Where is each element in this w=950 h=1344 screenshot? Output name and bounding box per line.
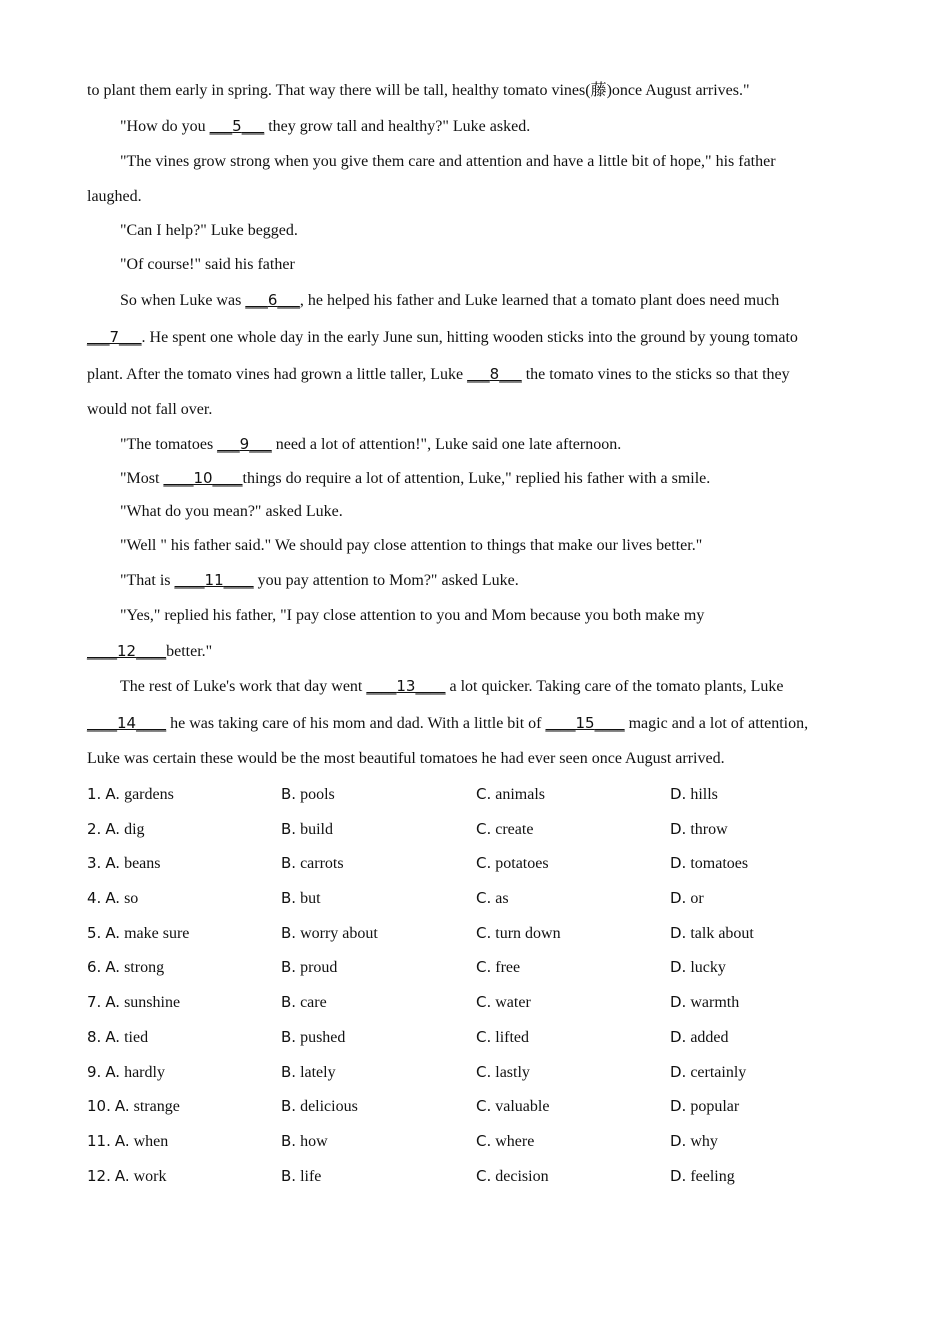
option-text: hardly [124,1063,165,1081]
passage-text: plant. After the tomato vines had grown a little taller, Luke [87,366,468,383]
passage-text: laughed. [87,188,142,205]
option-text: so [124,890,139,908]
question-row [87,1167,887,1202]
blank-underline: ___ [467,365,490,383]
option-letter: D. [670,993,687,1012]
option-a [87,854,161,873]
question-row [87,820,887,855]
option-text: certainly [690,1063,747,1081]
passage-line [87,597,857,634]
option-c [476,924,561,943]
passage-text: better." [166,643,213,660]
option-b [281,1028,345,1047]
option-letter: D. [670,889,687,908]
option-a [87,1167,167,1186]
option-letter: B. [281,1131,297,1150]
blank-15 [546,714,625,732]
question-row [87,993,887,1028]
option-letter: C. [476,1131,492,1150]
passage-text: "Well " his father said." We should pay close attention to things that make our lives better." [120,537,703,554]
option-a [87,820,145,839]
passage-line [87,319,857,356]
option-b [281,1132,328,1151]
option-text: free [495,959,521,977]
option-a [87,924,189,943]
passage-line [87,109,857,143]
option-text: decision [495,1167,549,1185]
option-a [87,1097,180,1116]
question-number: 8. [87,1027,102,1046]
blank-10 [163,469,242,487]
option-d [670,820,728,839]
blank-number: 6 [267,291,278,309]
passage-line [87,427,857,461]
option-text: but [300,890,321,908]
passage-text: "Most [120,470,164,487]
option-text: when [133,1132,169,1150]
option-text: where [495,1132,535,1150]
passage-text: "What do you mean?" asked Luke. [120,503,343,520]
option-c [476,854,549,873]
passage-text: need a lot of attention!", Luke said one late afternoon. [271,436,622,453]
option-text: or [690,890,704,908]
option-letter: B. [281,958,297,977]
option-c [476,1063,530,1082]
passage-line [87,495,857,529]
blank-number: 8 [489,365,500,383]
option-letter: A. [105,993,121,1012]
question-row [87,1097,887,1132]
blank-number: 14 [117,714,137,732]
question-number: 4. [87,889,102,908]
blank-11 [175,571,254,589]
passage-text: "Of course!" said his father [120,256,295,273]
option-letter: D. [670,785,687,803]
passage-line [87,72,857,109]
blank-underline: ___ [217,435,240,453]
blank-number: 7 [109,328,120,346]
passage-line [87,180,857,214]
option-text: lifted [495,1028,530,1046]
question-number: 11. [87,1131,111,1150]
option-letter: B. [281,1166,297,1185]
option-letter: A. [105,819,121,838]
option-letter: C. [476,923,492,942]
option-letter: D. [670,1062,687,1081]
option-c [476,1028,529,1047]
option-c [476,1097,549,1116]
passage-text: things do require a lot of attention, Luke," replied his father with a smile. [242,470,711,487]
blank-underline: ____ [136,714,167,732]
option-b [281,1063,336,1082]
option-a [87,785,174,804]
passage-line [87,282,857,319]
option-text: hills [690,786,718,803]
option-a [87,993,180,1012]
option-letter: A. [114,1166,130,1185]
passage-text: "Can I help?" Luke begged. [120,222,298,239]
option-c [476,1132,534,1151]
option-a [87,958,164,977]
option-text: how [300,1132,328,1150]
blank-underline: ____ [415,677,446,695]
option-text: carrots [300,855,344,873]
option-text: valuable [495,1098,550,1116]
question-number: 1. [87,785,102,803]
option-c [476,820,533,839]
option-letter: B. [281,854,297,873]
option-text: sunshine [124,994,181,1012]
option-text: proud [300,959,338,977]
blank-12 [87,642,166,660]
blank-underline: ___ [499,365,522,383]
question-number: 5. [87,923,102,942]
blank-14 [87,714,166,732]
passage-text: would not fall over. [87,401,213,418]
option-text: care [300,994,327,1012]
option-letter: A. [105,1062,121,1081]
passage-text: "That is [120,572,175,589]
option-text: throw [690,820,728,838]
option-letter: B. [281,1097,297,1116]
option-text: potatoes [495,855,549,873]
option-text: added [690,1028,729,1046]
passage-line [87,705,857,742]
option-text: lucky [690,959,726,977]
option-letter: A. [114,1097,130,1116]
option-text: tomatoes [690,855,749,873]
blank-underline: ____ [223,571,254,589]
question-row [87,785,887,820]
blank-6 [245,291,300,309]
blank-number: 13 [396,677,416,695]
blank-number: 5 [232,117,242,135]
option-d [670,1132,718,1151]
option-letter: A. [105,785,121,803]
option-b [281,958,337,977]
blank-number: 9 [239,435,250,453]
option-letter: C. [476,854,492,873]
option-a [87,1063,165,1082]
question-row [87,1132,887,1167]
option-a [87,1028,148,1047]
passage-line [87,742,857,776]
reading-passage [87,72,857,776]
blank-underline: ____ [174,571,205,589]
passage-text: to plant them early in spring. That way there will be tall, healthy tomato vines(藤)once August arrives." [87,82,750,99]
passage-text: The rest of Luke's work that day went [120,678,367,695]
option-letter: C. [476,889,492,908]
option-a [87,889,138,908]
blank-underline: ___ [277,291,300,309]
option-c [476,993,531,1012]
option-d [670,1063,746,1082]
passage-text: Luke was certain these would be the most beautiful tomatoes he had ever seen once August arrived. [87,750,725,767]
passage-line [87,143,857,180]
passage-line [87,461,857,495]
blank-5 [210,117,265,135]
blank-underline: ___ [209,117,233,135]
question-number: 6. [87,958,102,977]
option-d [670,958,726,977]
option-letter: A. [105,854,121,873]
blank-underline: ____ [212,469,243,487]
option-letter: B. [281,1062,297,1081]
option-text: create [495,820,534,838]
option-text: water [495,994,531,1012]
option-letter: C. [476,785,492,803]
blank-underline: ____ [545,714,576,732]
passage-text: . He spent one whole day in the early June sun, hitting wooden sticks into the ground by young tomato [141,329,798,346]
passage-text: magic and a lot of attention, [624,715,809,732]
option-text: why [690,1132,718,1150]
question-row [87,958,887,993]
question-number: 12. [87,1166,111,1185]
option-c [476,889,509,908]
question-number: 9. [87,1062,102,1081]
option-letter: B. [281,923,297,942]
option-c [476,785,545,804]
passage-line [87,248,857,282]
option-letter: D. [670,958,687,977]
blank-underline: ___ [241,117,265,135]
option-text: work [133,1167,167,1185]
passage-line [87,563,857,597]
blank-number: 10 [193,469,213,487]
option-letter: B. [281,1027,297,1046]
option-d [670,854,748,873]
question-row [87,1028,887,1063]
passage-line [87,214,857,248]
blank-9 [217,435,272,453]
option-text: talk about [690,924,754,942]
option-text: make sure [124,924,190,942]
option-d [670,993,739,1012]
option-text: popular [690,1098,740,1116]
option-text: life [300,1167,322,1185]
option-letter: B. [281,993,297,1012]
option-letter: C. [476,958,492,977]
passage-text: the tomato vines to the sticks so that they [521,366,790,383]
passage-line [87,634,857,668]
blank-13 [366,677,445,695]
option-text: lately [300,1063,336,1081]
option-letter: D. [670,854,687,873]
passage-line [87,356,857,393]
passage-text: So when Luke was [120,292,246,309]
blank-underline: ___ [249,435,272,453]
passage-text: "The vines grow strong when you give them care and attention and have a little bit of hope," his father [120,153,776,170]
option-b [281,889,321,908]
option-letter: D. [670,1097,687,1116]
passage-text: he was taking care of his mom and dad. With a little bit of [166,715,546,732]
option-letter: B. [281,819,297,838]
option-b [281,1097,358,1116]
option-text: animals [495,786,546,803]
blank-underline: ____ [87,642,117,660]
question-row [87,1063,887,1098]
option-letter: A. [105,889,121,908]
blank-8 [467,365,522,383]
option-text: turn down [495,924,561,942]
option-text: beans [124,855,161,873]
option-letter: B. [281,785,297,803]
option-letter: D. [670,1166,687,1185]
blank-underline: ____ [87,714,117,732]
option-letter: C. [476,1166,492,1185]
option-letter: C. [476,819,492,838]
option-b [281,854,344,873]
blank-underline: ___ [119,328,142,346]
option-b [281,993,327,1012]
passage-text: , he helped his father and Luke learned that a tomato plant does need much [299,292,780,309]
option-b [281,785,335,804]
blank-underline: ___ [245,291,268,309]
option-text: build [300,820,333,838]
option-text: pools [300,786,335,803]
passage-line [87,393,857,427]
option-text: delicious [300,1098,358,1116]
option-letter: A. [105,923,121,942]
option-letter: D. [670,923,687,942]
question-number: 10. [87,1097,111,1116]
option-text: tied [124,1028,149,1046]
blank-underline: ____ [594,714,625,732]
option-c [476,958,520,977]
option-letter: C. [476,993,492,1012]
option-d [670,889,704,908]
question-number: 7. [87,993,102,1012]
passage-line [87,668,857,705]
option-d [670,785,718,804]
option-text: as [495,890,509,908]
option-letter: A. [105,958,121,977]
option-text: strong [124,959,165,977]
option-letter: D. [670,819,687,838]
option-letter: A. [114,1131,130,1150]
option-d [670,1097,739,1116]
blank-number: 15 [575,714,595,732]
option-letter: C. [476,1027,492,1046]
question-number: 3. [87,854,102,873]
option-d [670,1167,735,1186]
passage-text: you pay attention to Mom?" asked Luke. [253,572,519,589]
option-text: feeling [690,1167,735,1185]
option-text: warmth [690,994,740,1012]
option-text: gardens [124,786,174,803]
blank-underline: ____ [163,469,194,487]
option-b [281,924,378,943]
option-letter: B. [281,889,297,908]
option-text: lastly [495,1063,530,1081]
option-d [670,924,754,943]
option-d [670,1028,729,1047]
question-row [87,889,887,924]
passage-text: "The tomatoes [120,436,218,453]
blank-underline: ____ [136,642,167,660]
option-text: worry about [300,924,378,942]
blank-number: 12 [117,642,137,660]
option-b [281,820,333,839]
option-a [87,1132,168,1151]
option-c [476,1167,549,1186]
option-letter: C. [476,1062,492,1081]
passage-text: "How do you [120,118,210,135]
option-letter: D. [670,1027,687,1046]
question-options [87,785,887,1201]
passage-text: they grow tall and healthy?" Luke asked. [264,118,531,135]
option-text: dig [124,820,145,838]
passage-line [87,529,857,563]
question-row [87,924,887,959]
option-b [281,1167,321,1186]
passage-text: a lot quicker. Taking care of the tomato plants, Luke [445,678,784,695]
question-row [87,854,887,889]
option-letter: D. [670,1131,687,1150]
blank-underline: ____ [366,677,397,695]
blank-underline: ___ [87,328,110,346]
passage-text: "Yes," replied his father, "I pay close attention to you and Mom because you both make my [120,607,705,624]
blank-number: 11 [204,571,224,589]
blank-7 [87,328,142,346]
option-text: pushed [300,1028,346,1046]
option-letter: C. [476,1097,492,1116]
option-text: strange [133,1098,180,1116]
option-letter: A. [105,1027,121,1046]
question-number: 2. [87,819,102,838]
